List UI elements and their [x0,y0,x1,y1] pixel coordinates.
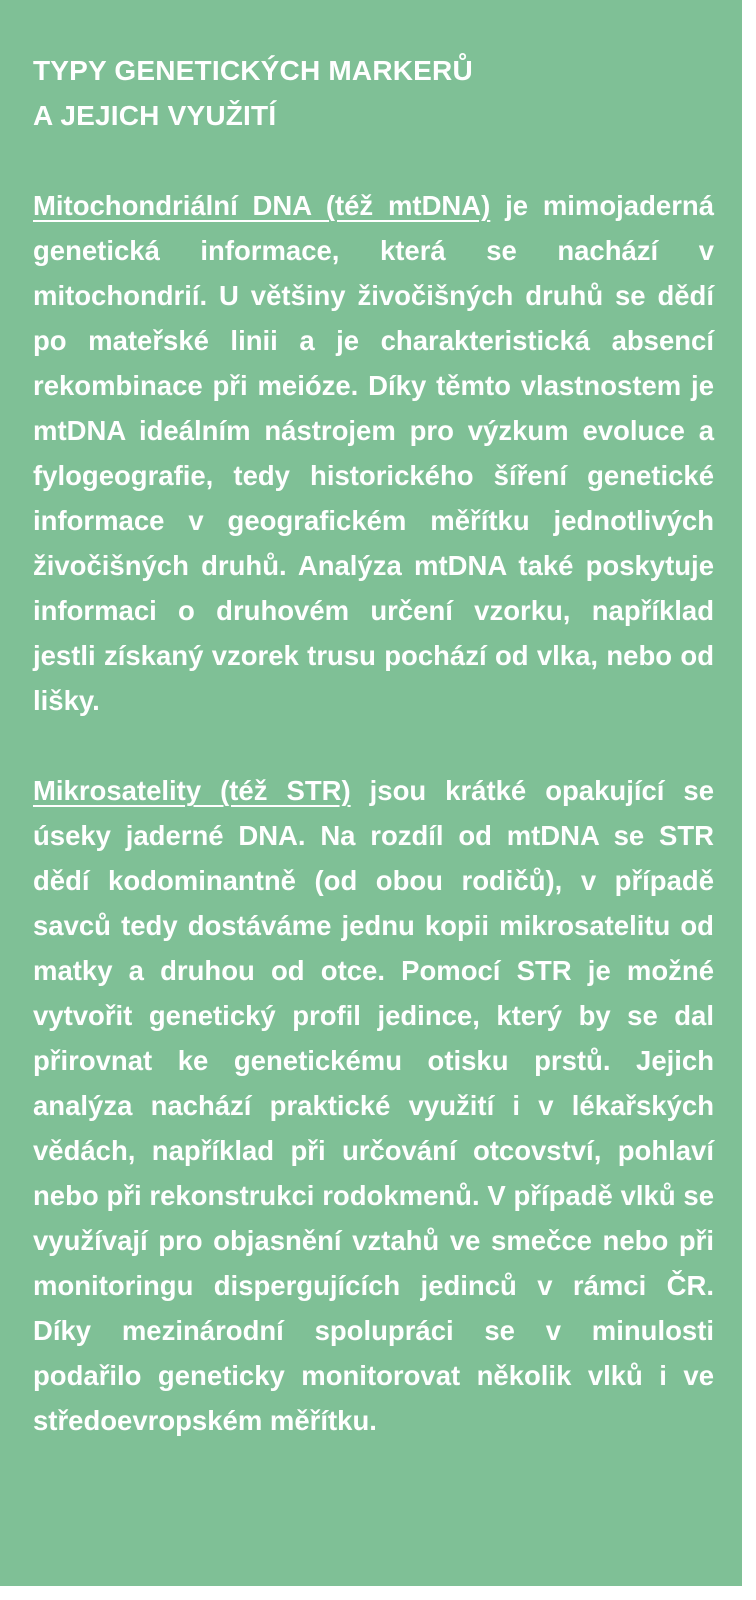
panel-title [33,48,714,138]
title-line-2: A JEJICH VYUŽITÍ [33,100,277,131]
title-line-1: TYPY GENETICKÝCH MARKERŮ [33,55,473,86]
mtdna-term: Mitochondriální DNA (též mtDNA) [33,190,491,221]
str-term: Mikrosatelity (též STR) [33,775,351,806]
mtdna-paragraph [33,183,714,723]
str-description: jsou krátké opakující se úseky jaderné DNA. Na rozdíl od mtDNA se STR dědí kodominantně (od obou rodičů), v případě savců tedy dostáváme jednu kopii mikrosatelitu od matky a druhou od otce. Pomocí STR je možné vytvořit genetický profil jedince, který by se dal přirovnat ke genetickému otisku prstů. Jejich analýza nachází praktické využití i v lékařských vědách, například při určování otcovství, pohlaví nebo při rekonstrukci rodokmenů. V případě vlků se využívají pro objasnění vztahů ve smečce nebo při monitoringu dispergujících jedinců v rámci ČR. Díky mezinárodní spolupráci se v minulosti podařilo geneticky monitorovat několik vlků i ve středoevropském měřítku. [33,775,714,1436]
mtdna-description: je mimojaderná genetická informace, která se nachází v mitochondrií. U většiny živočišných druhů se dědí po mateřské linii a je charakteristická absencí rekombinace při meióze. Díky těmto vlastnostem je mtDNA ideálním nástrojem pro výzkum evoluce a fylogeografie, tedy historického šíření genetické informace v geografickém měřítku jednotlivých živočišných druhů. Analýza mtDNA také poskytuje informaci o druhovém určení vzorku, například jestli získaný vzorek trusu pochází od vlka, nebo od lišky. [33,190,714,716]
str-paragraph [33,768,714,1443]
